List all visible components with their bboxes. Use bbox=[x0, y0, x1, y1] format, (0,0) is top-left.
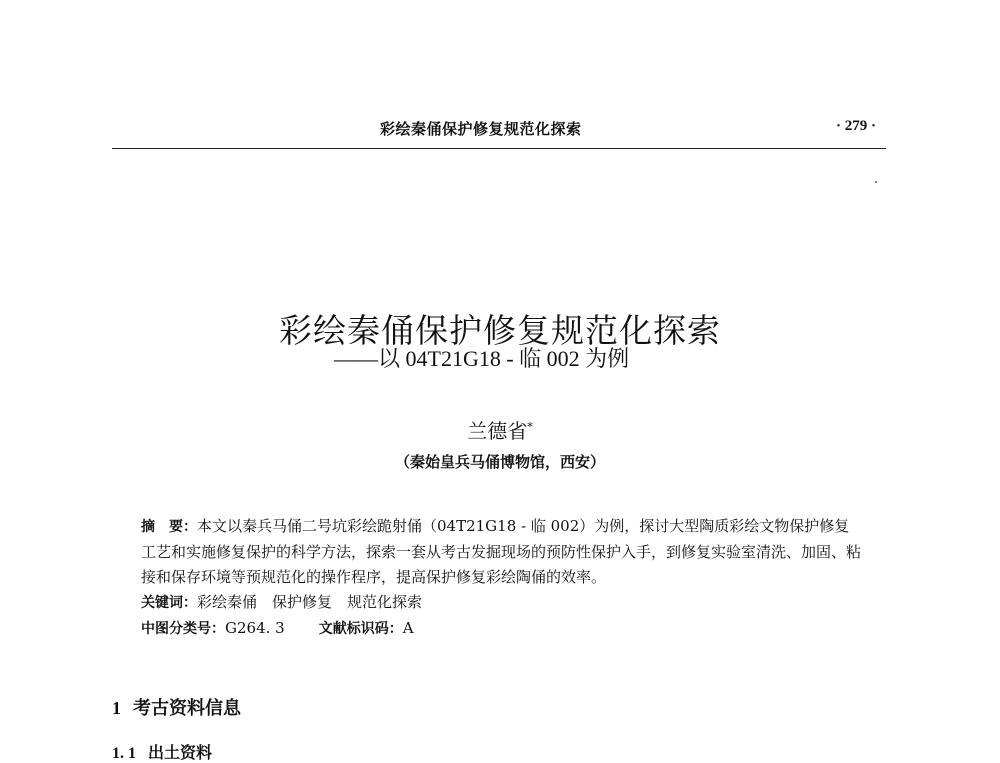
keywords-label: 关键词： bbox=[141, 595, 197, 611]
keywords-line bbox=[141, 590, 861, 616]
subsection-number: 1. 1 bbox=[112, 745, 136, 762]
section-number: 1 bbox=[112, 698, 121, 718]
document-code-value: A bbox=[402, 619, 414, 637]
page-number: · 279 · bbox=[835, 118, 876, 134]
subsection-title: 出土资料 bbox=[148, 743, 213, 762]
abstract-label: 摘 要： bbox=[141, 519, 197, 535]
abstract-block bbox=[141, 514, 861, 642]
scan-speck bbox=[875, 181, 877, 183]
keywords-text: 彩绘秦俑 保护修复 规范化探索 bbox=[197, 593, 423, 611]
clc-label: 中图分类号： bbox=[141, 621, 225, 637]
clc-value: G264. 3 bbox=[225, 619, 285, 637]
author-affiliation: （秦始皇兵马俑博物馆，西安） bbox=[394, 453, 605, 471]
document-code-label: 文献标识码： bbox=[318, 621, 403, 637]
abstract-text: 本文以秦兵马俑二号坑彩绘跪射俑（04T21G18 - 临 002）为例，探讨大型陶质彩绘文物保护修复工艺和实施修复保护的科学方法，探索一套从考古发掘现场的预防性保护入手，到修复实验室清洗、加固、粘接和保存环境等预规范化的操作程序，提高保护修复彩绘陶俑的效率。 bbox=[141, 517, 862, 586]
section-title: 考古资料信息 bbox=[133, 698, 241, 719]
author-footnote-mark: * bbox=[527, 420, 533, 434]
classification-line bbox=[141, 616, 861, 642]
article-title: 彩绘秦俑保护修复规范化探索 bbox=[279, 311, 721, 351]
abstract-paragraph bbox=[141, 514, 861, 590]
section-heading bbox=[112, 694, 241, 720]
author-name: 兰德省 bbox=[467, 419, 528, 443]
author-line bbox=[0, 415, 1000, 444]
running-header-title: 彩绘秦俑保护修复规范化探索 bbox=[380, 120, 582, 138]
running-header bbox=[112, 112, 886, 149]
article-subtitle: ——以 04T21G18 - 临 002 为例 bbox=[334, 346, 630, 371]
